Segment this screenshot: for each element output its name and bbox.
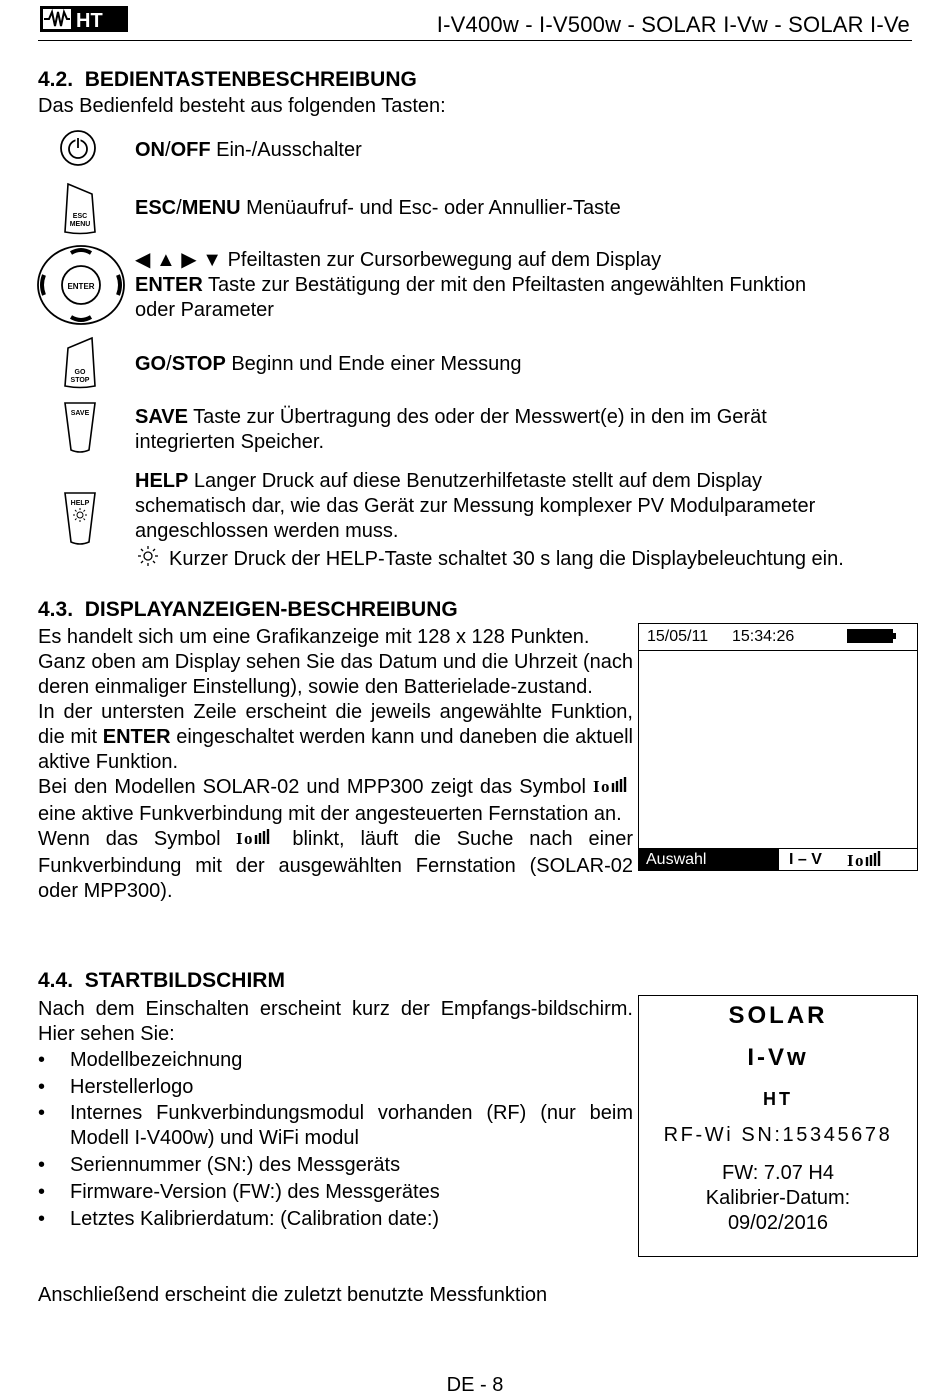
svg-text:STOP: STOP xyxy=(70,377,90,384)
list-item: • Internes Funkverbindungsmodul vorhanden (RF) (nur beim Modell I-V400w) und WiFi modul xyxy=(38,1102,633,1149)
key-help-desc-cont-1: schematisch dar, wie das Gerät zur Messung komplexer PV Modulparameter xyxy=(135,495,816,517)
svg-text:I: I xyxy=(593,777,600,795)
list-item: • Letztes Kalibrierdatum: (Calibration date:) xyxy=(38,1208,440,1230)
closing-text: Anschließend erscheint die zuletzt benutzte Messfunktion xyxy=(38,1284,548,1306)
display-footer-label: Auswahl xyxy=(646,851,707,868)
save-key-icon xyxy=(62,400,98,461)
svg-text:ESC: ESC xyxy=(72,213,88,220)
svg-text:I: I xyxy=(236,829,244,847)
startup-manufacturer-logo: HT xyxy=(763,1089,793,1109)
key-help-short-press-desc: Kurzer Druck der HELP-Taste schaltet 30 s lang die Displaybeleuchtung ein. xyxy=(169,548,844,570)
list-item: • Firmware-Version (FW:) des Messgerätes xyxy=(38,1181,440,1203)
esc-menu-key-icon xyxy=(62,182,98,241)
startup-calibration-label: Kalibrier-Datum: xyxy=(705,1187,851,1209)
key-help-desc: HELP Langer Druck auf diese Benutzerhilfetaste stellt auf dem Display xyxy=(135,470,762,492)
key-save-desc-cont: integrierten Speicher. xyxy=(135,431,325,453)
startup-model-line1: SOLAR xyxy=(728,1002,828,1029)
power-icon xyxy=(58,128,98,173)
section-4-2-intro: Das Bedienfeld besteht aus folgenden Tasten: xyxy=(38,95,446,117)
display-status-bar xyxy=(639,624,917,651)
svg-text:GO: GO xyxy=(74,369,86,376)
display-desc-p2: Ganz oben am Display sehen Sie das Datum und die Uhrzeit (nach deren einmaliger Einstellung), sowie den Batterielade-zustand. xyxy=(38,651,633,698)
startup-serial-number: RF-Wi SN:15345678 xyxy=(663,1124,893,1146)
header-title: I-V400w - I-V500w - SOLAR I-Vw - SOLAR I-Ve xyxy=(436,12,910,37)
svg-text:MENU: MENU xyxy=(69,221,91,228)
startup-screen-mock xyxy=(638,995,918,1257)
battery-icon xyxy=(847,629,893,643)
arrow-keypad-icon xyxy=(36,244,126,331)
svg-text:o: o xyxy=(601,777,610,795)
radio-link-icon xyxy=(593,777,633,802)
section-4-3-heading: 4.3. DISPLAYANZEIGEN-BESCHREIBUNG xyxy=(38,598,458,621)
key-arrows-desc: ◀ ▲ ▶ ▼ Pfeiltasten zur Cursorbewegung auf dem Display xyxy=(135,249,662,271)
display-function-bar xyxy=(639,848,917,871)
startup-firmware: FW: 7.07 H4 xyxy=(722,1162,834,1184)
display-desc-p5: Wenn das Symbol I o blinkt, läuft die Suche nach einer Funkverbindung mit der ausgewählten Fernstation (SOLAR-02 oder MPP300). xyxy=(38,828,633,902)
svg-text:o: o xyxy=(855,851,864,869)
display-time: 15:34:26 xyxy=(732,628,795,645)
display-radio-icon xyxy=(847,851,887,874)
ht-logo xyxy=(40,6,128,32)
svg-text:I: I xyxy=(847,851,854,869)
display-desc-p3: In der untersten Zeile erscheint die jeweils angewählte Funktion, die mit ENTER eingeschaltet werden kann und daneben die aktuell aktive Funktion. xyxy=(38,701,633,773)
startup-info-list xyxy=(38,1048,633,1234)
display-desc-p4: Bei den Modellen SOLAR-02 und MPP300 zeigt das Symbol I o eine aktive Funkverbindung mit der angesteuerten Fernstation an. xyxy=(38,775,633,827)
display-desc-p1: Es handelt sich um eine Grafikanzeige mit 128 x 128 Punkten. xyxy=(38,626,590,648)
radio-link-icon xyxy=(236,829,276,854)
backlight-icon xyxy=(137,545,159,572)
list-item: • Modellbezeichnung xyxy=(38,1049,243,1071)
svg-text:HT: HT xyxy=(76,10,103,32)
key-on-off-desc: ON/OFF Ein-/Ausschalter xyxy=(135,139,362,161)
section-4-3-body xyxy=(38,625,633,904)
section-4-2-heading: 4.2. BEDIENTASTENBESCHREIBUNG xyxy=(38,68,417,91)
help-key-icon xyxy=(62,490,98,553)
startup-calibration-date: 09/02/2016 xyxy=(727,1212,829,1234)
display-screen-mock xyxy=(638,623,918,871)
display-active-function: I – V xyxy=(789,851,822,868)
key-enter-desc: ENTER Taste zur Bestätigung der mit den Pfeiltasten angewählten Funktion xyxy=(135,274,807,296)
list-item: • Seriennummer (SN:) des Messgeräts xyxy=(38,1154,401,1176)
key-save-desc: SAVE Taste zur Übertragung des oder der Messwert(e) in den im Gerät xyxy=(135,406,767,428)
svg-text:HELP: HELP xyxy=(70,500,90,507)
key-help-desc-cont-2: angeschlossen werden muss. xyxy=(135,520,399,542)
list-item: • Herstellerlogo xyxy=(38,1076,194,1098)
key-go-stop-desc: GO/STOP Beginn und Ende einer Messung xyxy=(135,353,522,375)
key-esc-menu-desc: ESC/MENU Menüaufruf- und Esc- oder Annullier-Taste xyxy=(135,197,621,219)
go-stop-key-icon xyxy=(62,336,98,395)
page-number: DE - 8 xyxy=(446,1374,504,1396)
svg-text:ENTER: ENTER xyxy=(67,282,95,291)
display-date: 15/05/11 xyxy=(647,628,709,645)
section-4-4-heading: 4.4. STARTBILDSCHIRM xyxy=(38,969,285,992)
section-4-4-intro: Nach dem Einschalten erscheint kurz der Empfangs-bildschirm. Hier sehen Sie: xyxy=(38,998,633,1045)
battery-tip xyxy=(893,633,896,639)
svg-text:SAVE: SAVE xyxy=(70,410,90,417)
svg-text:o: o xyxy=(244,829,253,847)
key-enter-desc-cont: oder Parameter xyxy=(135,299,274,321)
startup-model-line2: I-Vw xyxy=(747,1044,809,1071)
header-divider xyxy=(38,40,912,41)
